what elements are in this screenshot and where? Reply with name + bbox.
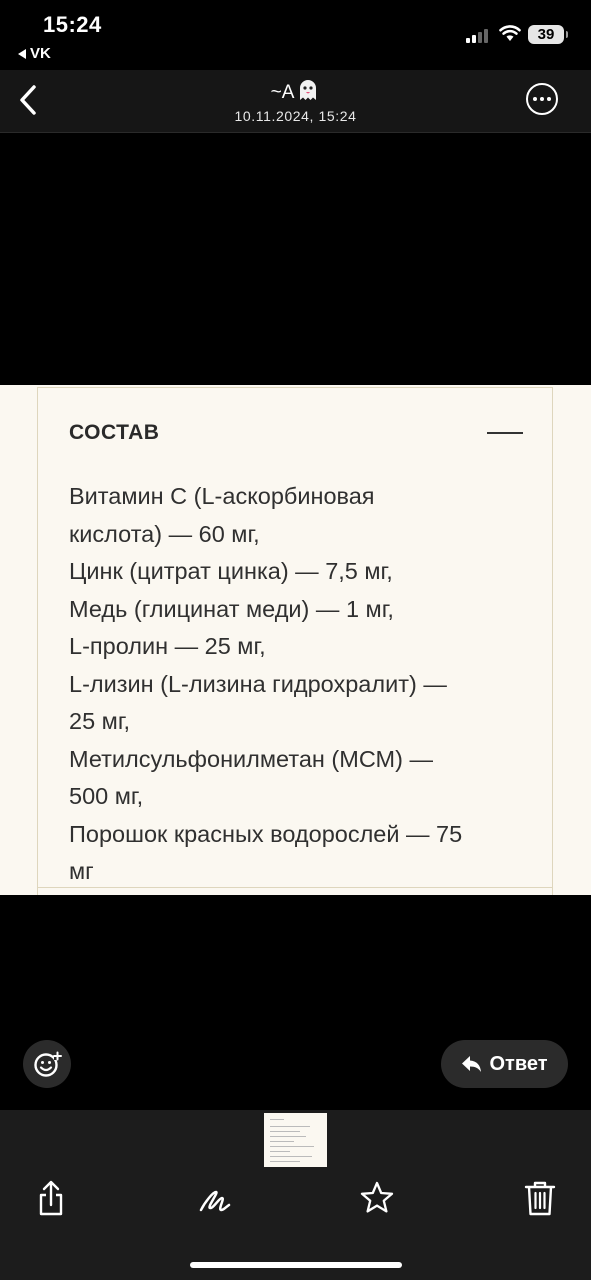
message-date: 10.11.2024, 15:24	[234, 108, 357, 124]
back-triangle-icon	[18, 49, 26, 59]
chat-title-text: ~A	[270, 82, 295, 103]
status-time: 15:24	[43, 12, 102, 37]
wifi-icon	[499, 24, 521, 42]
trash-icon[interactable]	[522, 1178, 558, 1218]
add-reaction-button[interactable]	[23, 1040, 71, 1088]
card-divider	[37, 887, 553, 888]
collapse-minus-icon	[487, 432, 523, 434]
photo-thumbnail[interactable]	[264, 1113, 327, 1167]
ingredient-line: мг	[69, 858, 94, 884]
ingredient-line: Цинк (цитрат цинка) — 7,5 мг,	[69, 558, 393, 584]
share-icon[interactable]	[33, 1178, 69, 1218]
bottom-toolbar	[0, 1110, 591, 1280]
ingredients-list	[69, 478, 529, 891]
status-bar	[0, 0, 591, 70]
composition-heading: СОСТАВ	[69, 421, 160, 444]
favorite-icon[interactable]	[359, 1178, 395, 1218]
chat-title	[0, 78, 591, 104]
navigation-header	[0, 70, 591, 133]
markup-icon[interactable]	[197, 1178, 233, 1218]
ingredient-line: Витамин С (L-аскорбиновая	[69, 483, 375, 509]
cellular-signal-icon	[466, 27, 488, 43]
photo-viewer-image	[0, 385, 591, 895]
smiley-plus-icon	[23, 1040, 71, 1088]
ingredient-line: 25 мг,	[69, 708, 131, 734]
ingredient-line: L-лизин (L-лизина гидрохралит) —	[69, 670, 447, 697]
more-options-icon[interactable]	[526, 83, 558, 115]
ingredient-line: Порошок красных водорослей — 75	[69, 820, 463, 847]
home-indicator[interactable]	[190, 1262, 402, 1268]
ingredient-line: Метилсульфонилметан (МСМ) —	[69, 745, 433, 772]
reply-button[interactable]	[441, 1040, 568, 1088]
reply-label: Ответ	[489, 1052, 548, 1075]
ingredient-line: кислота) — 60 мг,	[69, 520, 260, 547]
back-to-app-link[interactable]	[18, 45, 51, 62]
reply-arrow-icon	[461, 1054, 483, 1074]
back-app-label: VK	[30, 45, 51, 62]
battery-icon: 39	[528, 25, 564, 44]
ingredient-line: L-пролин — 25 мг,	[69, 633, 266, 659]
ingredient-line: Медь (глицинат меди) — 1 мг,	[69, 595, 394, 622]
composition-card	[37, 387, 553, 895]
ghost-emoji-icon	[296, 78, 320, 102]
ingredient-line: 500 мг,	[69, 783, 144, 809]
